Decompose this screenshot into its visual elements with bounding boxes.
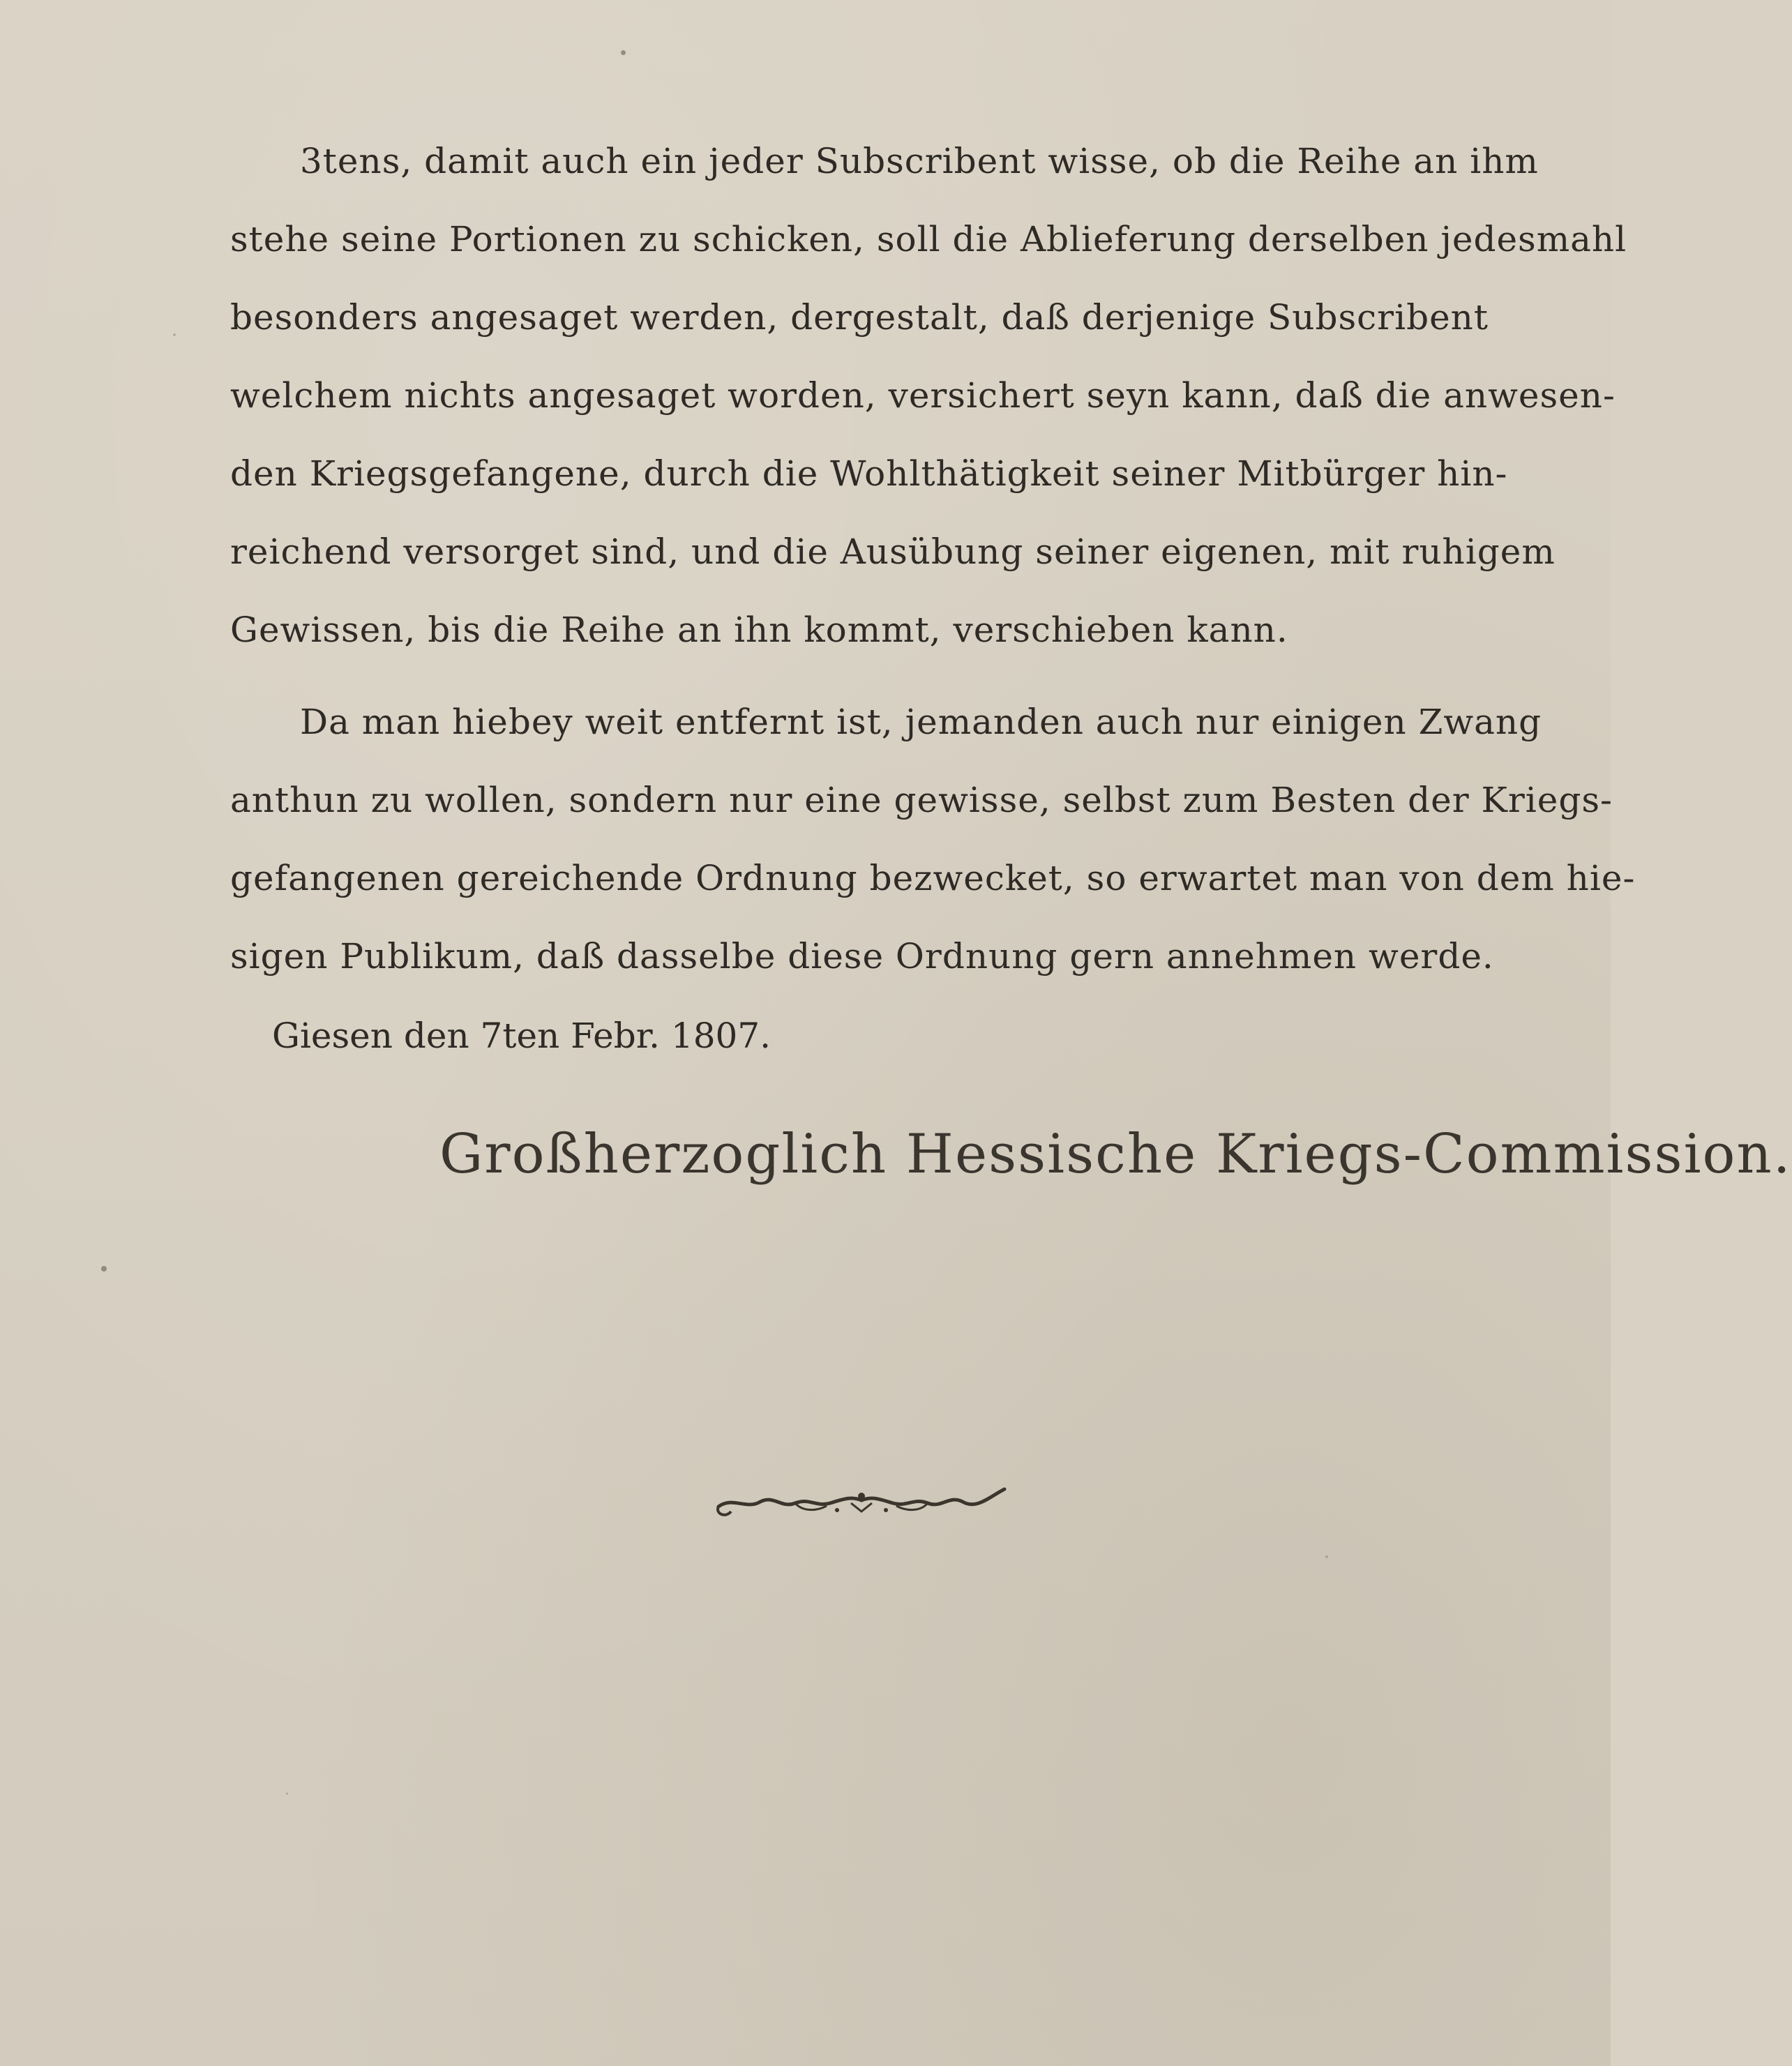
paper-speck	[173, 333, 176, 336]
paper-speck	[1325, 1555, 1328, 1558]
text-line: anthun zu wollen, sondern nur eine gewisse, selbst zum Besten der Kriegs-	[230, 780, 1613, 820]
paper-speck	[101, 1266, 107, 1272]
signature: Großherzoglich Hessische Kriegs-Commission.	[439, 1123, 1792, 1186]
text-line: Gewissen, bis die Reihe an ihn kommt, verschieben kann.	[230, 610, 1288, 650]
paragraph-1	[230, 122, 1627, 669]
text-line: besonders angesaget werden, dergestalt, daß derjenige Subscribent	[230, 297, 1489, 338]
text-line: reichend versorget sind, und die Ausübung seiner eigenen, mit ruhigem	[230, 531, 1556, 572]
text-line: den Kriegsgefangene, durch die Wohlthätigkeit seiner Mitbürger hin-	[230, 453, 1508, 494]
text-line: stehe seine Portionen zu schicken, soll die Ablieferung derselben jedesmahl	[230, 219, 1627, 259]
text-line: gefangenen gereichende Ordnung bezwecket, so erwartet man von dem hie-	[230, 858, 1636, 898]
text-line: sigen Publikum, daß dasselbe diese Ordnung gern annehmen werde.	[230, 936, 1494, 977]
paper-speck	[621, 50, 626, 55]
main-text	[230, 122, 1636, 995]
text-line: 3tens, damit auch ein jeder Subscribent wisse, ob die Reihe an ihm	[300, 141, 1539, 181]
text-line: welchem nichts angesaget worden, versichert seyn kann, daß die anwesen-	[230, 375, 1616, 416]
paragraph-2	[230, 683, 1636, 995]
text-line: Da man hiebey weit entfernt ist, jemanden auch nur einigen Zwang	[300, 702, 1542, 742]
date-line: Giesen den 7ten Febr. 1807.	[272, 1016, 771, 1056]
printer-ornament-icon	[711, 1475, 1011, 1524]
paper-speck	[286, 1793, 288, 1795]
